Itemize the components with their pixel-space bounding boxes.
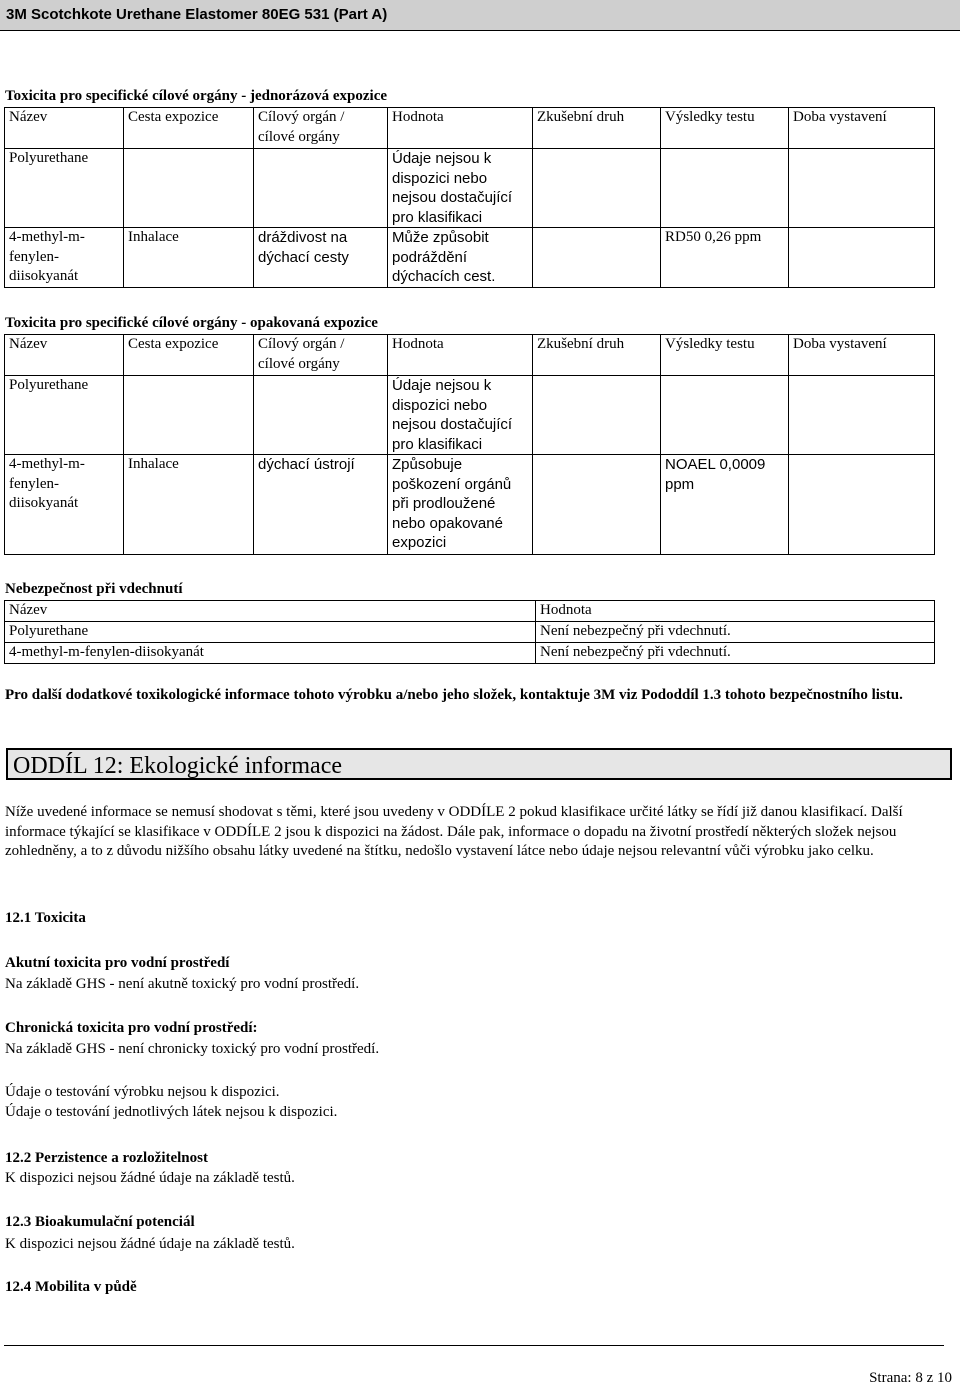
single-exposure-table bbox=[4, 107, 935, 288]
col-header-species: Zkušební druh bbox=[533, 335, 661, 376]
bioaccumulation-text: K dispozici nejsou žádné údaje na základě testů. bbox=[5, 1236, 295, 1252]
col-header-organ: Cílový orgán / cílové orgány bbox=[254, 335, 388, 376]
cell-result bbox=[661, 149, 789, 228]
table-header-row bbox=[5, 601, 935, 622]
aspiration-title: Nebezpečnost při vdechnutí bbox=[5, 581, 183, 597]
col-header-route: Cesta expozice bbox=[124, 108, 254, 149]
mobility-heading: 12.4 Mobilita v půdě bbox=[5, 1279, 137, 1295]
cell-organ: dýchací ústrojí bbox=[254, 455, 388, 555]
cell-value: Údaje nejsou k dispozici nebo nejsou dostačující pro klasifikaci bbox=[388, 376, 533, 455]
cell-species bbox=[533, 149, 661, 228]
cell-result: RD50 0,26 ppm bbox=[661, 228, 789, 288]
acute-toxicity-heading: Akutní toxicita pro vodní prostředí bbox=[5, 955, 230, 971]
cell-organ: dráždivost na dýchací cesty bbox=[254, 228, 388, 288]
toxicity-heading: 12.1 Toxicita bbox=[5, 910, 86, 926]
col-header-name: Název bbox=[5, 601, 536, 622]
table-header-row bbox=[5, 335, 935, 376]
cell-duration bbox=[789, 149, 935, 228]
cell-species bbox=[533, 455, 661, 555]
table-row bbox=[5, 376, 935, 455]
persistence-text: K dispozici nejsou žádné údaje na základě testů. bbox=[5, 1170, 295, 1186]
cell-route: Inhalace bbox=[124, 228, 254, 288]
chronic-toxicity-heading: Chronická toxicita pro vodní prostředí: bbox=[5, 1020, 258, 1036]
col-header-duration: Doba vystavení bbox=[789, 108, 935, 149]
page-number: Strana: 8 z 10 bbox=[869, 1370, 952, 1386]
section-12-heading: ODDÍL 12: Ekologické informace bbox=[13, 753, 343, 779]
footer-divider bbox=[4, 1345, 944, 1346]
cell-species bbox=[533, 228, 661, 288]
repeated-exposure-table bbox=[4, 334, 935, 555]
table-header-row bbox=[5, 108, 935, 149]
cell-duration bbox=[789, 228, 935, 288]
single-exposure-title: Toxicita pro specifické cílové orgány - jednorázová expozice bbox=[5, 88, 388, 104]
cell-name: Polyurethane bbox=[5, 376, 124, 455]
cell-result bbox=[661, 376, 789, 455]
cell-route: Inhalace bbox=[124, 455, 254, 555]
cell-result: NOAEL 0,0009 ppm bbox=[661, 455, 789, 555]
cell-value: Může způsobit podráždění dýchacích cest. bbox=[388, 228, 533, 288]
col-header-value: Hodnota bbox=[536, 601, 935, 622]
section-12-intro: Níže uvedené informace se nemusí shodovat s těmi, které jsou uvedeny v ODDÍLE 2 pokud klasifikace určité látky se řídí již danou klasifikací. Další informace týkající se klasifikace v ODDÍLE 2 jsou k dispozici na žádost. Dále pak, informace o dopadu na životní prostředí některých složek nejsou zohledněny, a to z důvodu nižšího obsahu látky uvedené na štítku, nedošlo vystavení látce nebo údaje nejsou relevantní vůči výrobku jako celku. bbox=[5, 804, 903, 859]
chronic-toxicity-text: Na základě GHS - není chronicky toxický pro vodní prostředí. bbox=[5, 1041, 380, 1057]
cell-organ bbox=[254, 149, 388, 228]
cell-value: Není nebezpečný při vdechnutí. bbox=[536, 643, 935, 664]
cell-duration bbox=[789, 376, 935, 455]
cell-route bbox=[124, 149, 254, 228]
table-row bbox=[5, 228, 935, 288]
cell-name: 4-methyl-m-fenylen-diisokyanát bbox=[5, 455, 124, 555]
col-header-species: Zkušební druh bbox=[533, 108, 661, 149]
cell-name: Polyurethane bbox=[5, 149, 124, 228]
table-row bbox=[5, 622, 935, 643]
document-header bbox=[0, 0, 960, 31]
col-header-result: Výsledky testu bbox=[661, 335, 789, 376]
col-header-organ: Cílový orgán / cílové orgány bbox=[254, 108, 388, 149]
col-header-value: Hodnota bbox=[388, 335, 533, 376]
cell-value: Údaje nejsou k dispozici nebo nejsou dostačující pro klasifikaci bbox=[388, 149, 533, 228]
col-header-name: Název bbox=[5, 335, 124, 376]
cell-route bbox=[124, 376, 254, 455]
testing-product-text: Údaje o testování výrobku nejsou k dispozici. bbox=[5, 1084, 280, 1100]
cell-value: Způsobuje poškození orgánů při prodloužené nebo opakované expozici bbox=[388, 455, 533, 555]
aspiration-table bbox=[4, 600, 935, 664]
acute-toxicity-text: Na základě GHS - není akutně toxický pro vodní prostředí. bbox=[5, 976, 360, 992]
cell-value: Není nebezpečný při vdechnutí. bbox=[536, 622, 935, 643]
persistence-heading: 12.2 Perzistence a rozložitelnost bbox=[5, 1150, 208, 1166]
col-header-route: Cesta expozice bbox=[124, 335, 254, 376]
testing-substances-text: Údaje o testování jednotlivých látek nejsou k dispozici. bbox=[5, 1104, 338, 1120]
cell-organ bbox=[254, 376, 388, 455]
col-header-name: Název bbox=[5, 108, 124, 149]
cell-species bbox=[533, 376, 661, 455]
document-title: 3M Scotchkote Urethane Elastomer 80EG 531 (Part A) bbox=[6, 6, 388, 23]
table-row bbox=[5, 643, 935, 664]
repeated-exposure-title: Toxicita pro specifické cílové orgány - opakovaná expozice bbox=[5, 315, 378, 331]
section-12-heading-box bbox=[6, 748, 952, 780]
contact-note: Pro další dodatkové toxikologické informace tohoto výrobku a/nebo jeho složek, kontaktuje 3M viz Pododdíl 1.3 tohoto bezpečnostního listu. bbox=[5, 687, 903, 703]
table-row bbox=[5, 149, 935, 228]
bioaccumulation-heading: 12.3 Bioakumulační potenciál bbox=[5, 1214, 195, 1230]
col-header-result: Výsledky testu bbox=[661, 108, 789, 149]
cell-duration bbox=[789, 455, 935, 555]
cell-name: 4-methyl-m-fenylen-diisokyanát bbox=[5, 643, 536, 664]
col-header-duration: Doba vystavení bbox=[789, 335, 935, 376]
table-row bbox=[5, 455, 935, 555]
col-header-value: Hodnota bbox=[388, 108, 533, 149]
cell-name: 4-methyl-m-fenylen-diisokyanát bbox=[5, 228, 124, 288]
cell-name: Polyurethane bbox=[5, 622, 536, 643]
